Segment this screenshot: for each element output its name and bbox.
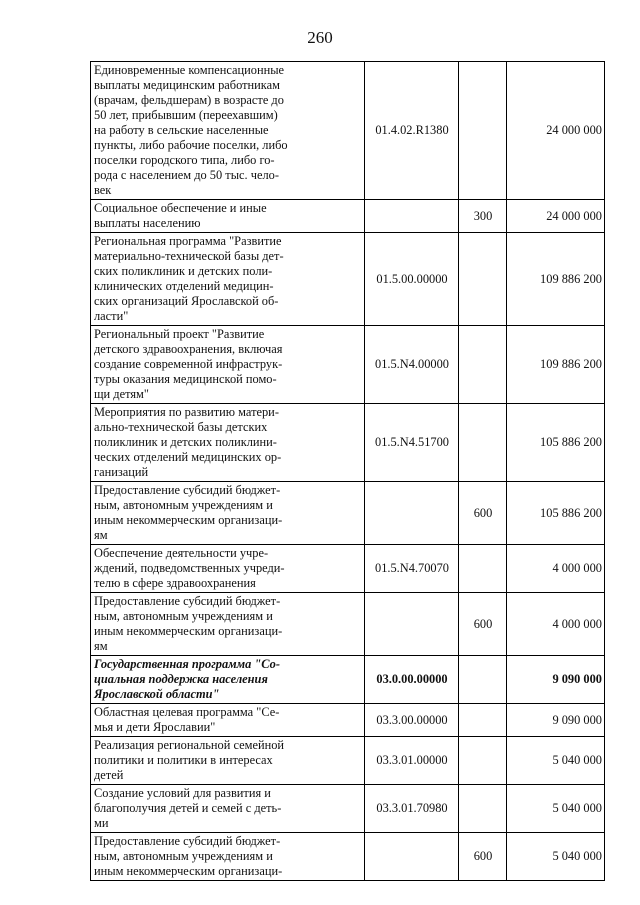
row-name-line: клинических отделений медицин- [94,279,274,293]
row-amount-cell: 9 090 000 [507,704,605,737]
row-name-line: Ярославской области" [94,687,220,701]
row-name-line: Предоставление субсидий бюджет- [94,483,281,497]
row-name-cell [91,593,365,656]
table-row [91,62,605,200]
row-name-line: век [94,183,112,197]
row-name-line: Региональная программа "Развитие [94,234,282,248]
page-number: 260 [307,28,333,47]
row-code-cell: 01.5.N4.51700 [365,404,459,482]
row-name-line: создание современной инфраструк- [94,357,283,371]
row-expense-type-cell: 600 [459,833,507,881]
row-amount-cell: 4 000 000 [507,593,605,656]
row-name-line: Обеспечение деятельности учре- [94,546,269,560]
row-name-line: Реализация региональной семейной [94,738,285,752]
row-name-line: щи детям" [94,387,149,401]
row-amount-cell: 5 040 000 [507,785,605,833]
row-name-line: Единовременные компенсационные [94,63,285,77]
row-name-line: поселки городского типа, либо го- [94,153,275,167]
row-code-cell: 03.3.01.00000 [365,737,459,785]
row-name-line: иным некоммерческим организаци- [94,513,283,527]
row-name-line: детей [94,768,124,782]
table-row [91,656,605,704]
row-amount-cell: 4 000 000 [507,545,605,593]
row-name-line: ждений, подведомственных учреди- [94,561,285,575]
row-name-line: Предоставление субсидий бюджет- [94,834,281,848]
row-name-line: мья и дети Ярославии" [94,720,216,734]
table-row [91,704,605,737]
row-code-cell [365,200,459,233]
row-amount-cell: 5 040 000 [507,833,605,881]
table-row [91,482,605,545]
table-row [91,200,605,233]
row-name-line: ских организаций Ярославской об- [94,294,279,308]
table-row [91,593,605,656]
row-name-line: ганизаций [94,465,149,479]
table-row [91,233,605,326]
row-amount-cell: 5 040 000 [507,737,605,785]
row-name-line: выплаты населению [94,216,201,230]
row-name-line: ям [94,528,108,542]
row-name-line: политики и политики в интересах [94,753,273,767]
row-expense-type-cell: 600 [459,482,507,545]
row-code-cell: 01.4.02.R1380 [365,62,459,200]
row-name-line: Региональный проект "Развитие [94,327,265,341]
row-name-line: ям [94,639,108,653]
row-amount-cell: 24 000 000 [507,200,605,233]
row-name-line: Социальное обеспечение и иные [94,201,267,215]
row-expense-type-cell [459,404,507,482]
row-expense-type-cell [459,233,507,326]
row-name-cell [91,404,365,482]
table-row [91,545,605,593]
table-row [91,833,605,881]
row-name-line: пункты, либо рабочие поселки, либо [94,138,288,152]
row-name-cell [91,200,365,233]
row-expense-type-cell [459,737,507,785]
row-amount-cell: 105 886 200 [507,482,605,545]
row-name-line: ным, автономным учреждениям и [94,498,273,512]
row-expense-type-cell: 600 [459,593,507,656]
row-expense-type-cell [459,656,507,704]
row-code-cell [365,482,459,545]
table-row [91,326,605,404]
row-code-cell: 01.5.00.00000 [365,233,459,326]
row-name-line: ласти" [94,309,129,323]
row-name-line: Мероприятия по развитию матери- [94,405,279,419]
table-row [91,785,605,833]
row-name-cell [91,656,365,704]
row-name-cell [91,833,365,881]
row-name-line: на работу в сельские населенные [94,123,269,137]
row-name-cell [91,326,365,404]
row-name-line: иным некоммерческим организаци- [94,624,283,638]
row-name-line: (врачам, фельдшерам) в возрасте до [94,93,284,107]
row-name-line: иным некоммерческим организаци- [94,864,283,878]
row-name-cell [91,482,365,545]
row-name-line: ческих отделений медицинских ор- [94,450,282,464]
budget-table-body [91,62,605,881]
row-amount-cell: 105 886 200 [507,404,605,482]
row-name-line: Предоставление субсидий бюджет- [94,594,281,608]
row-name-line: Создание условий для развития и [94,786,271,800]
row-code-cell: 03.0.00.00000 [365,656,459,704]
row-name-line: материально-технической базы дет- [94,249,284,263]
row-name-line: детского здравоохранения, включая [94,342,283,356]
row-name-cell [91,62,365,200]
row-expense-type-cell [459,326,507,404]
row-code-cell: 01.5.N4.00000 [365,326,459,404]
row-code-cell: 03.3.01.70980 [365,785,459,833]
row-amount-cell: 109 886 200 [507,326,605,404]
row-amount-cell: 24 000 000 [507,62,605,200]
row-code-cell: 03.3.00.00000 [365,704,459,737]
table-row [91,404,605,482]
row-name-line: туры оказания медицинской помо- [94,372,277,386]
row-amount-cell: 109 886 200 [507,233,605,326]
budget-table [90,61,605,881]
row-amount-cell: 9 090 000 [507,656,605,704]
table-row [91,737,605,785]
row-name-line: ным, автономным учреждениям и [94,849,273,863]
row-name-line: выплаты медицинским работникам [94,78,280,92]
row-name-line: ских поликлиник и детских поли- [94,264,273,278]
row-expense-type-cell [459,704,507,737]
row-name-line: 50 лет, прибывшим (переехавшим) [94,108,278,122]
row-name-cell [91,737,365,785]
row-name-cell [91,704,365,737]
row-expense-type-cell: 300 [459,200,507,233]
row-name-line: Областная целевая программа "Се- [94,705,280,719]
row-name-line: благополучия детей и семей с деть- [94,801,282,815]
row-name-line: рода с населением до 50 тыс. чело- [94,168,279,182]
row-name-cell [91,545,365,593]
row-name-line: ально-технической базы детских [94,420,268,434]
row-expense-type-cell [459,62,507,200]
row-name-line: циальная поддержка населения [94,672,268,686]
row-code-cell: 01.5.N4.70070 [365,545,459,593]
row-name-cell [91,785,365,833]
row-name-line: телю в сфере здравоохранения [94,576,256,590]
row-expense-type-cell [459,785,507,833]
row-name-line: ным, автономным учреждениям и [94,609,273,623]
row-expense-type-cell [459,545,507,593]
row-name-cell [91,233,365,326]
row-name-line: поликлиник и детских поликлини- [94,435,277,449]
row-code-cell [365,593,459,656]
row-name-line: Государственная программа "Со- [94,657,280,671]
row-name-line: ми [94,816,109,830]
row-code-cell [365,833,459,881]
